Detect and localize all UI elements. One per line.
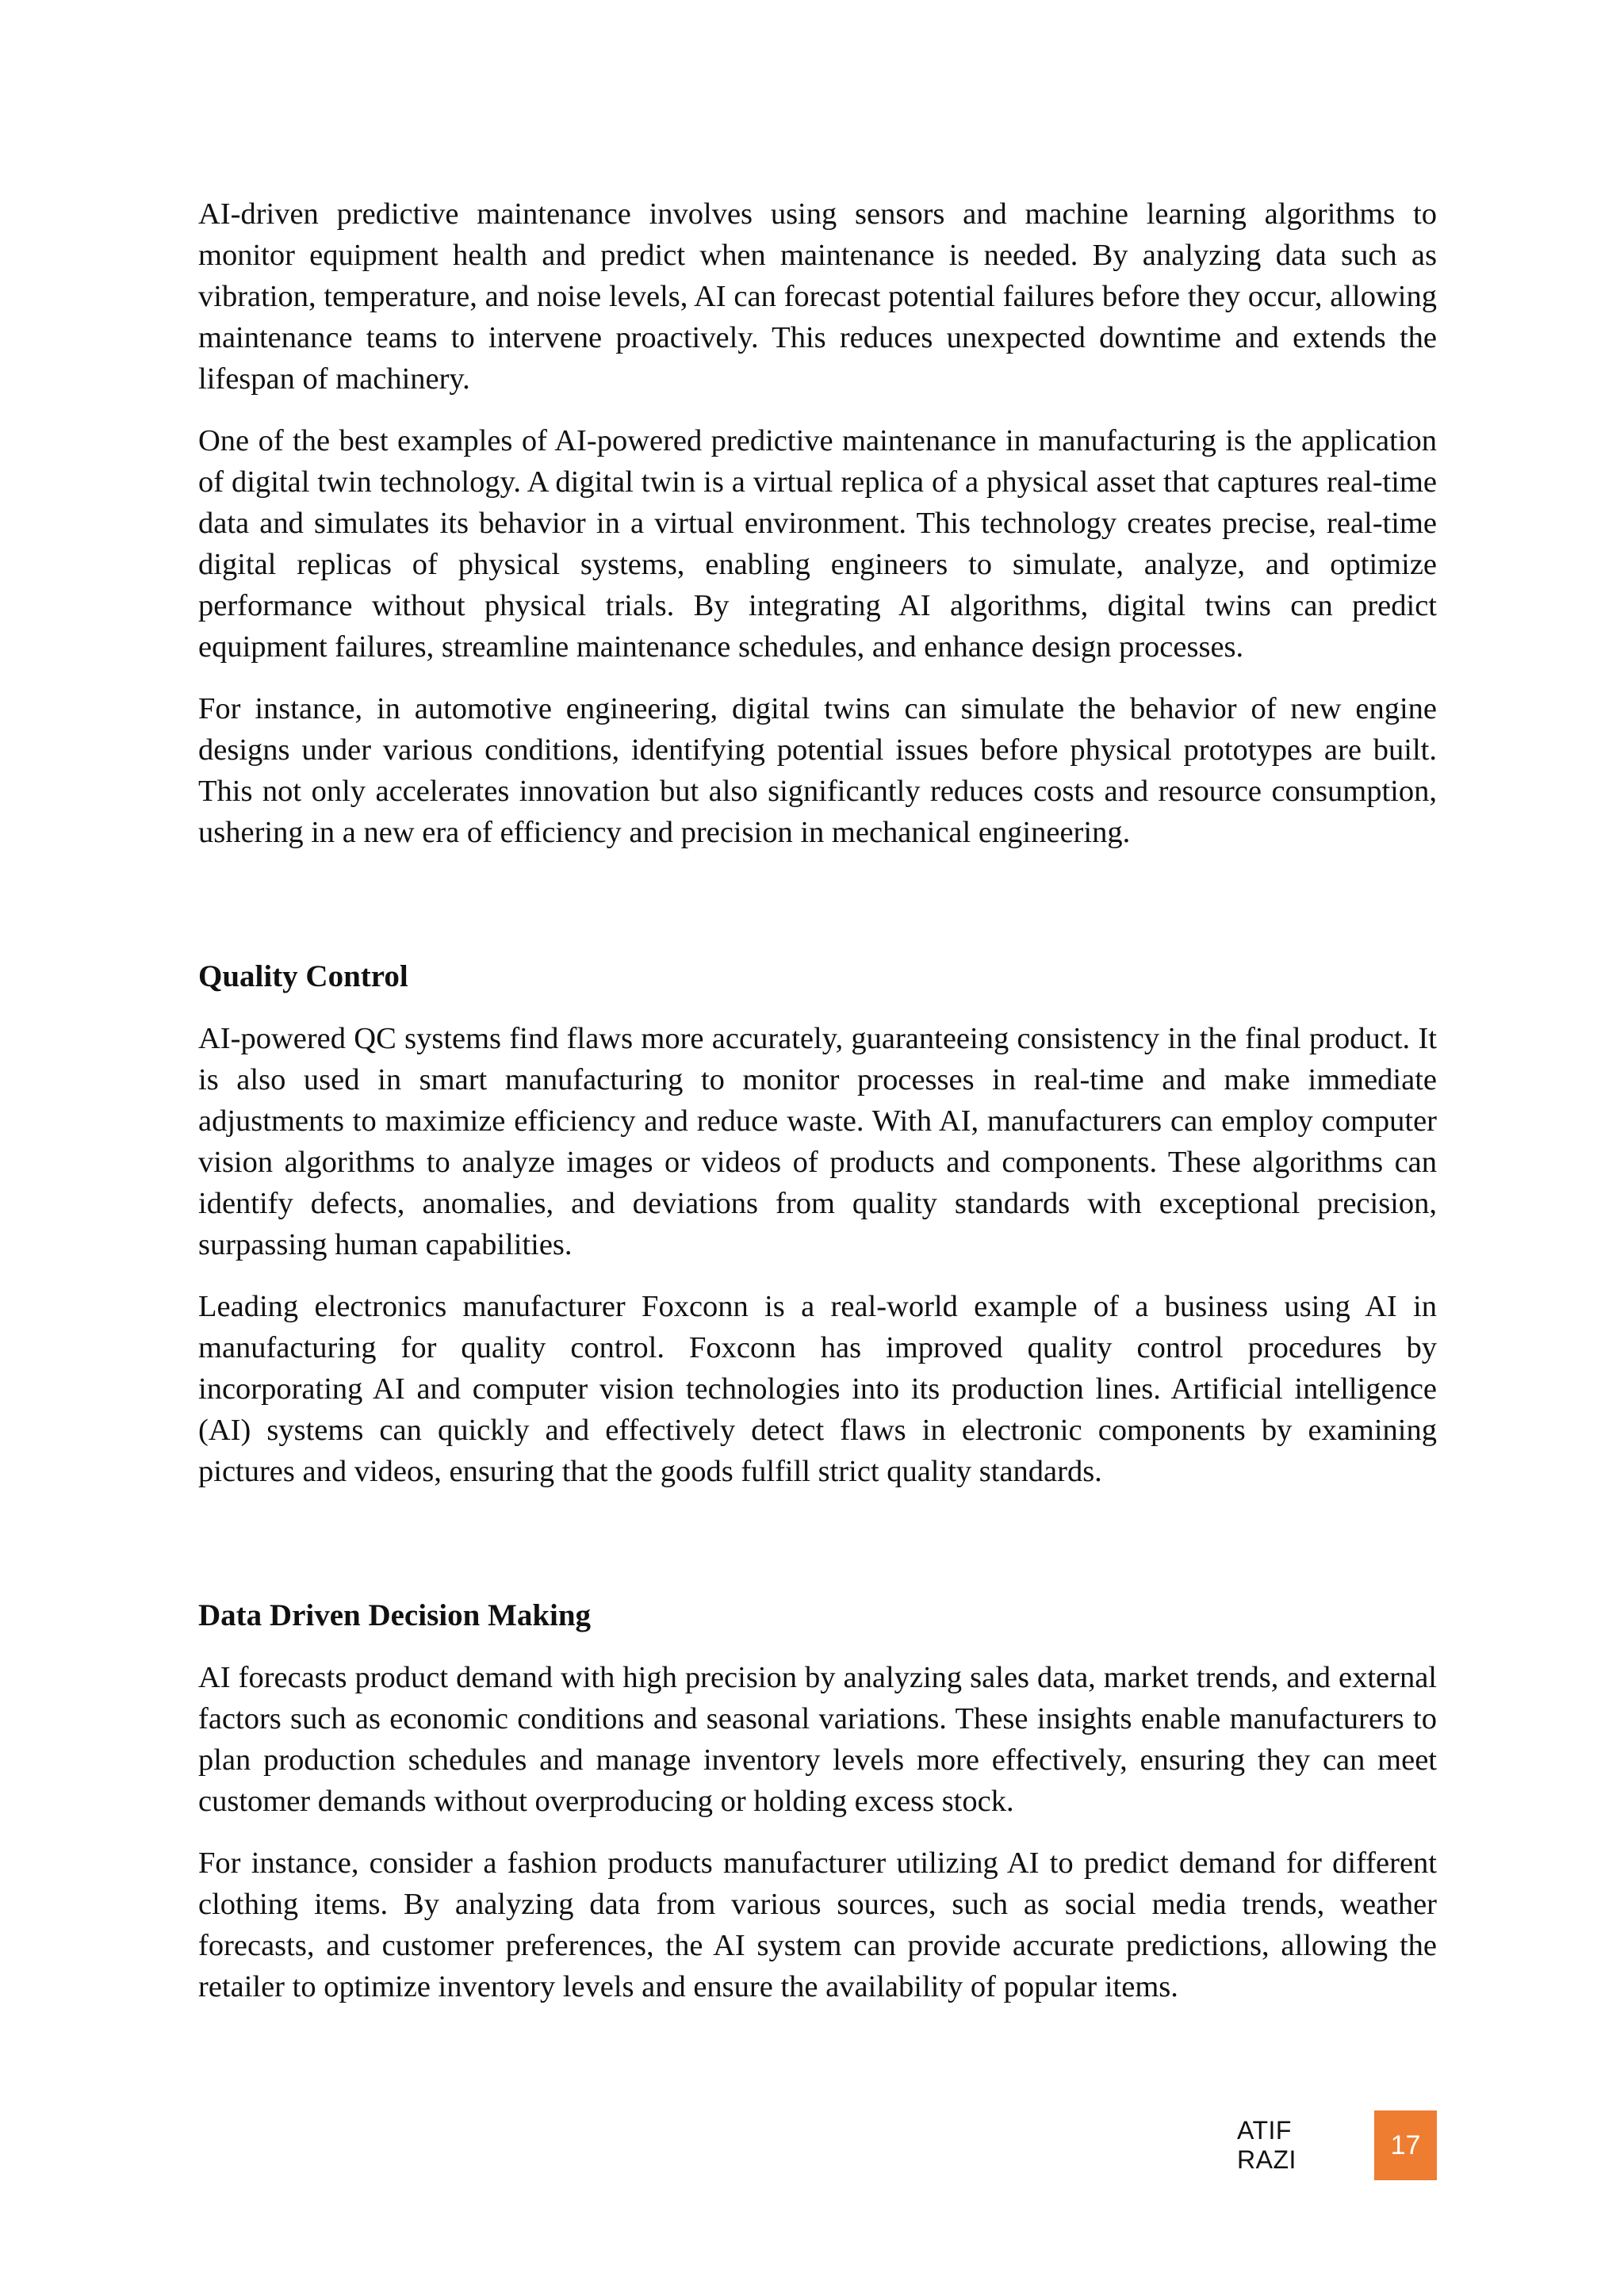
paragraph-foxconn-example: Leading electronics manufacturer Foxconn is a real-world example of a business using AI in manufacturing for quality control. Foxconn has improved quality control procedures by incorporating AI and computer vision technologies into its production lines. Artificial intelligence (AI) systems can quickly and effectively detect flaws in electronic components by examining pictures and videos, ensuring that the goods fulfill strict quality standards. [198,1290,1437,1488]
paragraph-automotive-example: For instance, in automotive engineering, digital twins can simulate the behavior of new engine designs under various conditions, identifying potential issues before physical prototypes are built. This not only accelerates innovation but also significantly reduces costs and resource consumption, ushering in a new era of efficiency and precision in mechanical engineering. [198,692,1437,849]
paragraph-qc-systems: AI-powered QC systems find flaws more accurately, guaranteeing consistency in the final product. It is also used in smart manufacturing to monitor processes in real-time and make immediate adjustments to maximize efficiency and reduce waste. With AI, manufacturers can employ computer vision algorithms to analyze images or videos of products and components. These algorithms can identify defects, anomalies, and deviations from quality standards with exceptional precision, surpassing human capabilities. [198,1022,1437,1261]
paragraph-digital-twin: One of the best examples of AI-powered predictive maintenance in manufacturing is the application of digital twin technology. A digital twin is a virtual replica of a physical asset that captures real-time data and simulates its behavior in a virtual environment. This technology creates precise, real-time digital replicas of physical systems, enabling engineers to simulate, analyze, and optimize performance without physical trials. By integrating AI algorithms, digital twins can predict equipment failures, streamline maintenance schedules, and enhance design processes. [198,424,1437,664]
paragraph-demand-forecasting: AI forecasts product demand with high precision by analyzing sales data, market trends, and external factors such as economic conditions and seasonal variations. These insights enable manufacturers to plan production schedules and manage inventory levels more effectively, ensuring they can meet customer demands without overproducing or holding excess stock. [198,1661,1437,1818]
paragraph-fashion-example: For instance, consider a fashion products manufacturer utilizing AI to predict demand for different clothing items. By analyzing data from various sources, such as social media trends, weather forecasts, and customer preferences, the AI system can provide accurate predictions, allowing the retailer to optimize inventory levels and ensure the availability of popular items. [198,1846,1437,2003]
page-content [198,193,1437,2028]
page-footer [1237,2110,1437,2180]
section-spacer [198,1513,1437,1595]
paragraph-predictive-maintenance: AI-driven predictive maintenance involves using sensors and machine learning algorithms to monitor equipment health and predict when maintenance is needed. By analyzing data such as vibration, temperature, and noise levels, AI can forecast potential failures before they occur, allowing maintenance teams to intervene proactively. This reduces unexpected downtime and extends the lifespan of machinery. [198,197,1437,396]
footer-author: ATIF RAZI [1237,2116,1297,2174]
section-spacer [198,874,1437,956]
heading-data-driven-decision-making: Data Driven Decision Making [198,1598,592,1632]
page-number-badge: 17 [1374,2110,1437,2180]
heading-quality-control: Quality Control [198,959,408,993]
